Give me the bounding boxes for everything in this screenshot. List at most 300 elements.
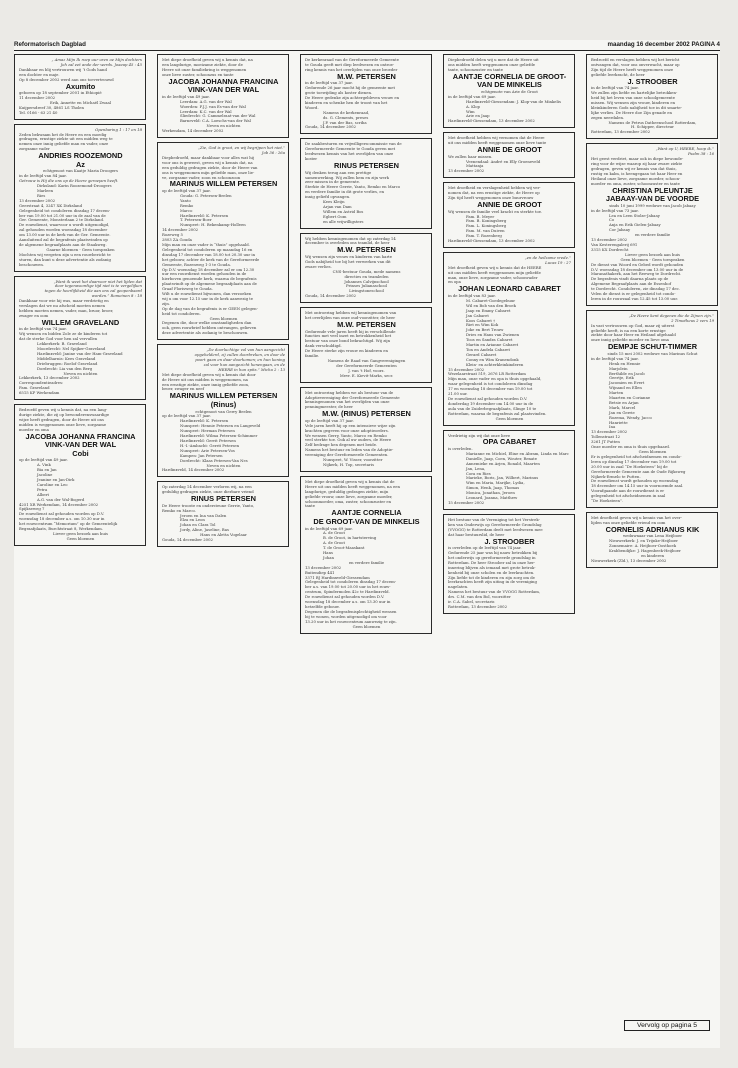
notice-line: Yanto bbox=[180, 198, 191, 203]
notice-line: woensdag 18 december a.s. om 10.30 uur in bbox=[19, 517, 105, 522]
notice-line: Gedurende vele jaren heeft hij in verschillende bbox=[305, 329, 396, 334]
notice-line: Jacomien en Evert bbox=[609, 381, 645, 386]
notice-line: Hardinxveld: Janine van der Ham-Graveland bbox=[37, 351, 123, 356]
notice-line: Wij wensen de familie veel kracht en sterkte toe. bbox=[448, 209, 543, 214]
notice-line: bij te wonen, worden uitgenodigd om voor bbox=[305, 614, 387, 619]
notice-line: Arjan van Dam bbox=[323, 204, 352, 209]
notice-line: D.V. woensdag 18 december om 13.00 uur in de bbox=[591, 267, 684, 272]
notice-line: „De Heere kent degenen die de Zijnen zijn.” bbox=[628, 313, 714, 318]
notice-line: A. Klop bbox=[466, 104, 480, 109]
notice-line: leren op dinsdag 17 december van 19.00 tot bbox=[591, 459, 677, 464]
notice-line: nagelaten. bbox=[448, 585, 469, 590]
notice-line: broer, zwager en neef bbox=[162, 387, 205, 392]
notice-line: wijze heeft gedragen, door de Heere uit ons bbox=[19, 417, 104, 422]
deceased-name: DEMPJE SCHUT-TIMMER bbox=[607, 342, 698, 352]
notice-line: leedwezen kennis van het overlijden van onze bbox=[305, 152, 394, 157]
notice-line: ber a.s. van 19.00 tot 20.00 uur in het rouw- bbox=[305, 585, 391, 590]
notice-line: Annemieke en Arjen, Ronald, Maarten bbox=[466, 461, 540, 466]
notice-line: Kees Kleijn bbox=[323, 200, 345, 205]
notice-line: 13 december 2002 bbox=[19, 198, 56, 203]
notice-line: 13 december 2002 bbox=[305, 565, 342, 570]
notice-line: op de leeftijd van 37 jaar. bbox=[162, 414, 211, 419]
notice-line: echtgenote van Arie de Groot bbox=[481, 89, 538, 94]
notice-line: Caroline en Leo bbox=[37, 482, 68, 487]
newspaper-name: Reformatorisch Dagblad bbox=[14, 41, 86, 48]
notice-line: Hanriette bbox=[609, 420, 628, 425]
notice-line: der Gereformeerde Gemeenten bbox=[336, 363, 397, 368]
notice-line: 3261 JT Putten bbox=[591, 440, 620, 445]
notice-line: Simon, Henk, Jaap, Thomas bbox=[466, 486, 520, 491]
notice-line: Met diepe droefheid geven wij u kennis dat door bbox=[162, 372, 256, 377]
notice-line: Hardinxveld-Giessendam: J. Klop-van de Minkelis bbox=[466, 99, 561, 104]
notice-line: Kampen: Jan Petersen bbox=[180, 453, 223, 458]
notice-line: het gebouw, achter de kerk van de Gereformeerde bbox=[162, 257, 260, 262]
notice-line: „Want ik weet het daarvoor niet het lijden dat bbox=[53, 279, 142, 284]
notice-line: Wij wensen en bidden Zole ze de kinderen tot bbox=[19, 332, 108, 337]
notice-line: Dankbaar en blij vertrouwen wij ‘t Gods hand bbox=[19, 67, 107, 72]
notice-line: CNS-bestuur Gouda, mede namens bbox=[332, 269, 401, 274]
notice-line: in de leeftijd van 69 jaar. bbox=[305, 526, 353, 531]
notice-line: onze lieve zuster, schoonzus en tante bbox=[162, 72, 234, 77]
notice-line: De Heere trooste en ondersteune Gerrie, Yanto, bbox=[162, 503, 255, 508]
notice-line: De rouwdienst wordt gehouden op woensdag bbox=[591, 479, 679, 484]
notice-line: Sterkte de Heere Gerrie, Yanto, Remko en Marco bbox=[305, 185, 401, 190]
notice-line: durige ziekte, die zij op bewonderenswaardige bbox=[19, 412, 110, 417]
notice-line: tegen de heerlijkheid die aan ons zal geopenbaard bbox=[44, 289, 142, 294]
notice-line: midden is weggenomen onze lieve, zorgzame bbox=[19, 422, 107, 427]
notice-line: op de leeftijd van 49 jaar. bbox=[19, 458, 68, 463]
notice-line: Danielle, Jaap, Coen, Wouter, Renate bbox=[466, 456, 538, 461]
notice-line: man, onze lieve, zorgzame vader, schoonvader bbox=[448, 275, 538, 280]
notice-line: Lekkerkerk, 13 december 2002 bbox=[19, 376, 80, 381]
notice-line: 13 december 2002 bbox=[591, 238, 628, 243]
notice-line: Met ontroering hebben wij kennisgenomen van bbox=[305, 311, 397, 316]
notice-line: Nunspeet, W. Visser, voorzitter bbox=[323, 458, 383, 463]
notice-line: Heere uit ons midden heeft weggenomen, na een bbox=[305, 484, 400, 489]
notice-line: Rozema, Wendy, Jacco bbox=[609, 415, 652, 420]
deceased-name: RINUS PETERSEN bbox=[191, 494, 256, 504]
notice-line: Liever geen bezoek aan huis bbox=[53, 531, 108, 536]
notice-line: Gelegenheid tot condoleren dinsdag 17 decem- bbox=[19, 208, 111, 213]
notice-line: zal voor hun aangezicht henengaan, en de bbox=[203, 362, 285, 367]
notice-line: Namens het bestuur van de VVOGG Rotterdam, bbox=[448, 590, 541, 595]
notice-line: geliefde vrouw, onze lieve, zorgzame moeder, bbox=[305, 494, 393, 499]
notice-line: ons is weggenomen mijn geliefde man, onze lie- bbox=[162, 170, 255, 175]
notice-line: Sliedrecht: G. Cammelraat-van der Wal bbox=[180, 114, 256, 119]
deceased-name: VINK-VAN DER WAL bbox=[187, 85, 260, 95]
notice-line: het rouwcentrum “Memorium” op de Gemeentelijk bbox=[19, 522, 118, 527]
notice-line: dank verschuldigd. bbox=[305, 344, 342, 349]
notice-line: Berthilde en Jacob bbox=[609, 371, 645, 376]
notice-line: Heere uit onze familiekring is weggenomen bbox=[162, 67, 247, 72]
notice-line: Met droefheid geven wij u kennis dat de HEERE bbox=[448, 265, 542, 270]
notice-line: hebben moeten nemen, vader, man, bruor, broer, bbox=[19, 308, 114, 313]
notice-line: functies met veel inzet en betrokkenheid het bbox=[305, 334, 392, 339]
notice-line: in de leeftijd van 73 jaar. bbox=[591, 208, 639, 213]
notice-line: 6515 KP Werkendam bbox=[19, 391, 60, 396]
notice-line: Velen de dienst is er gelegenheid tot condo- bbox=[591, 292, 676, 297]
notice-line: Hardinxveld, 14 december 2002 bbox=[162, 468, 225, 473]
continued-on-page-5-link[interactable]: Vervolg op pagina 5 bbox=[624, 1020, 710, 1031]
deceased-name: AANTJE CORNELIA DE GROOT- bbox=[452, 71, 567, 81]
notice-line: Marjolein bbox=[609, 366, 628, 371]
notice-line: hierboven genoemde kerk, waarna de begrafenis bbox=[162, 277, 257, 282]
notice-line: 15 december 2002 bbox=[448, 367, 485, 372]
notice-line: Neven en nichten bbox=[63, 371, 98, 376]
notice-line: De rouwdienst zal gehouden worden D.V. bbox=[448, 397, 528, 401]
notice-line: Petra bbox=[37, 487, 48, 492]
notice-line: 20.00 uur in zaal “De Hoeksteen” bij de bbox=[591, 464, 668, 469]
page-header bbox=[14, 40, 720, 51]
notice-line: te Gouda geeft met diep leedwezen en ontroe- bbox=[305, 62, 395, 67]
notice-line: in de leeftijd van 69 jaar. bbox=[448, 94, 496, 99]
notice-line: Met droefheid en verslagenheid hebben wij ver- bbox=[448, 186, 541, 191]
notice-line: Psalm 38 : 16 bbox=[687, 152, 714, 157]
notice-line: Johan en Clara Tol bbox=[180, 523, 216, 528]
deceased-name: RINUS PETERSEN bbox=[334, 161, 399, 170]
deceased-name: JACOBA JOHANNA FRANCINA bbox=[168, 76, 279, 86]
notice-line: donderdag 19 december om 14.00 uur in de bbox=[448, 401, 534, 406]
notice-line: ring kennis van het overlijden van onze broeder bbox=[305, 67, 398, 72]
notice-line: Zeden bekwaam het de Heere en een moedig bbox=[19, 132, 107, 137]
notice-line: Rotterdam. De heer Stroober zal in onze her- bbox=[448, 560, 536, 565]
notice-line: wij u om voor 12.15 uur in de kerk aanwezig te bbox=[162, 296, 254, 301]
notice-line: het overlijden van onze oud-voorzitter, de heer bbox=[305, 316, 396, 321]
column-5 bbox=[586, 54, 718, 1044]
notice-line: Dordrecht: Lia van den Berg bbox=[37, 366, 93, 371]
notice-line: Mijn man en onze vader is “thuis” opgehaald. bbox=[162, 242, 250, 247]
notice-line: Mijn man, onze vader en opa is thuis opgehaald, bbox=[448, 377, 542, 382]
notice-line: Buitendiep 441 bbox=[305, 570, 335, 575]
death-notice bbox=[443, 54, 575, 128]
notice-line: We wensen Gerry, Yanto, Marco en Remko bbox=[305, 433, 387, 438]
notice-line: echtgenoot van Gerry Beelen bbox=[195, 409, 252, 414]
notice-line: drs. C.M. van den Bol, voorzitter bbox=[448, 595, 511, 600]
notice-line: Gods nabijheid toe bij het verwerken van dit bbox=[305, 259, 391, 264]
notice-line: 3315 KX Dordrecht bbox=[591, 247, 629, 252]
notice-line: opgehelderd, zij zullen doorbreken, en door de bbox=[194, 353, 285, 358]
notice-line: zorgzame vader bbox=[19, 147, 50, 152]
notice-line: het onderwijs op gereformeerde grondslag in bbox=[448, 555, 536, 560]
notice-line: H.-I.-Ambacht: Gerrit Petersen bbox=[180, 443, 240, 448]
notice-line: Geen bloemen bbox=[352, 624, 381, 629]
notice-line: Nieuwerkerk: J. en Trijnke-Heijboer bbox=[609, 539, 678, 544]
notice-line: Met diepe droefheid geven wij u kennis dat de bbox=[305, 479, 395, 484]
notice-line: Hardinxveld: Gerrit Petersen bbox=[180, 438, 236, 443]
deceased-name: MARINUS WILLEM PETERSEN bbox=[169, 391, 278, 401]
notice-line: Vele jaren heeft hij op een intensieve wijze zijn bbox=[305, 423, 396, 428]
notice-line: Bedroefd geven wij u kennis dat, na een lang- bbox=[19, 408, 108, 413]
notice-line: Marieke, Boris, Jan, Wilbert, Marinus bbox=[466, 476, 539, 481]
deceased-name: Cobi bbox=[72, 448, 89, 458]
notice-line: Joke en Bert Trouw bbox=[466, 328, 504, 333]
notice-line: grote toewijding als koster dienen. bbox=[305, 91, 373, 96]
notice-line: Hardinxveld-Giessendam, 13 december 2002 bbox=[448, 119, 535, 124]
notice-line: Onze moeder en oma is thuis opgebaard. bbox=[591, 445, 671, 450]
notice-line: Bia en Jan bbox=[37, 468, 57, 473]
notice-line: Geerstraat 4, 3247 XK Dirksland bbox=[19, 203, 83, 208]
deceased-name: M.W. PETERSEN bbox=[337, 319, 396, 329]
notice-line: Jaap en Emmy Cabaret bbox=[466, 308, 511, 313]
notice-line: Marten bbox=[609, 391, 624, 396]
notice-line: Wim en Maria, Marijke, Lydia, bbox=[466, 481, 525, 486]
notice-line: Mark, Marcel bbox=[609, 405, 636, 410]
notice-line: de Heere uit ons midden is weggenomen, na bbox=[162, 377, 248, 382]
notice-line: Hardinxveld: K. Petersen bbox=[180, 213, 229, 218]
notice-line: Woerden: F.J.J. van Es-van der Wal bbox=[180, 104, 246, 109]
notice-line: Wij denken terug aan een prettige bbox=[305, 170, 372, 175]
notice-line: sinds 15 mei 2002 weduwe van Marinus Schut bbox=[607, 351, 698, 356]
notice-line: Gelegenheid tot condoleren dinsdag 17 decem- bbox=[305, 580, 397, 585]
notice-line: Rotterdam, 13 december 2002 bbox=[448, 605, 508, 609]
deceased-name: ANNIE DE GROOT bbox=[477, 200, 542, 209]
notice-line: weduwnaar van Lena Heijboer bbox=[622, 534, 683, 539]
notice-line: heid tot condoleren. bbox=[162, 311, 201, 316]
notice-line: ziekte door haar Heer en Heiland afgehaald bbox=[591, 333, 676, 338]
notice-line: en verdere familie bbox=[634, 233, 671, 238]
notice-line: In vast vertrouwen op God, maar zij uiterst bbox=[591, 323, 675, 328]
notice-line: kleinkinderen Gods nabijheid toe in dit smarte- bbox=[591, 105, 682, 110]
notice-line: deze advertentie als zodanig te beschouwen. bbox=[162, 331, 249, 336]
notice-line: worden.” Romeinen 8 : 18 bbox=[91, 294, 142, 299]
notice-line: bestuur van onze bond bekrachtigd. Wij zijn bbox=[305, 339, 391, 344]
notice-line: Adoptievereniging der Gereformeerde Gemeente bbox=[305, 395, 400, 400]
notice-line: 13 december 2002 bbox=[591, 430, 628, 435]
notice-line: een dochter en maje. bbox=[19, 72, 60, 77]
notice-line: centrum, Spindermolen 42c te Hardinxveld. bbox=[305, 590, 390, 595]
notice-line: „ Amaz Mijn Ik roep uur uren oe Mijn dochters bbox=[51, 58, 142, 62]
notice-line: Er is gelegenheid tot afscheidnemen en condo- bbox=[591, 454, 682, 459]
notice-line: Johan bbox=[323, 555, 334, 560]
notice-line: 15 december 2002 bbox=[448, 501, 485, 505]
notice-line: Gouda, 14 december 2002 bbox=[305, 294, 356, 299]
notice-line: Nunspeet: H. Bekenkamp-Holleen bbox=[180, 223, 246, 228]
notice-line: dat de sterke God voor hen zal vervullen bbox=[19, 337, 98, 342]
notice-line: De kerkenraad van de Gereformeerde Gemeente bbox=[305, 58, 400, 62]
notice-line: lijke verlies. De Heere doe Zijn genade en bbox=[591, 110, 672, 115]
notice-line: heid bij het leven van onze schoolgemeente bbox=[591, 96, 676, 101]
notice-line: Fam. T. Rozenberg bbox=[466, 234, 502, 239]
notice-line: Gereformeerde Gemeente te Gouda geven met bbox=[305, 147, 396, 152]
death-notice bbox=[443, 182, 575, 248]
notice-line: moeder en oma bbox=[19, 427, 49, 432]
death-notice bbox=[157, 344, 289, 477]
notice-line: Diepbedroefd delen wij u mee dat de Heere uit bbox=[448, 58, 539, 62]
notice-line: langdurige, geduldig gedragen ziekte, mijn bbox=[305, 489, 389, 494]
notice-line: Gedurende 26 jaar mocht hij de gemeente met bbox=[305, 86, 396, 91]
notice-line: HEERE in hun spits.” Micha 2 : 13 bbox=[218, 367, 285, 372]
notice-line: Elza en Leon bbox=[180, 518, 205, 523]
notice-line: Tel. 0166 - 63 21 40 bbox=[19, 110, 58, 115]
notice-line: Op 8 december 2002 werd aan ons toevertrouwd bbox=[19, 77, 114, 82]
notice-line: Albert bbox=[37, 492, 49, 497]
deceased-name: Axumito bbox=[65, 81, 96, 91]
notice-line: de algemene begraafplaats aan de Staakweg. bbox=[19, 242, 107, 247]
notice-line: Cora en Ries bbox=[466, 471, 491, 476]
notice-line: “De Hoeksteen”. bbox=[591, 499, 624, 504]
deceased-name: M.W. PETERSEN bbox=[337, 245, 396, 255]
notice-line: Neven en nichten bbox=[206, 124, 241, 129]
notice-line: Erik, Annette en Michaël Zwaal bbox=[49, 100, 112, 105]
notice-line: moeder en oma, zuster, schoonzuster en tante bbox=[591, 181, 680, 186]
notice-line: ir. C.A. Sabel, secretaris bbox=[448, 600, 495, 605]
newspaper-page bbox=[14, 40, 720, 1048]
notice-line: Martin en Arianne Cabaret bbox=[466, 343, 519, 348]
notice-line: Nijkerk-Ermelo te Putten. bbox=[591, 474, 641, 479]
notice-line: en alle vrijwilligsters bbox=[323, 219, 364, 224]
notice-line: 3371 BJ Hardinxveld-Giessendam bbox=[305, 575, 370, 580]
notice-line: Maranathakerk, aan het Reeweg te Dordrecht. bbox=[591, 272, 682, 277]
notice-line: Hardinxveld: Wilma Petersen-Schimmer bbox=[180, 434, 258, 439]
notice-line: schoonmoeder, oma, zuster, schoonzuster en bbox=[305, 499, 392, 504]
notice-line: Zonnemaire: A. Heijboer-Oosthoek bbox=[609, 544, 677, 549]
notice-line: Klein- en achterkleinkinderen bbox=[466, 362, 524, 367]
notice-line: rustig en kalm, is heengegaan tot haar Heer en bbox=[591, 171, 683, 176]
notice-line: Wezelaarstraat 519, 2676 LR Rotterdam bbox=[448, 372, 526, 377]
notice-line: Met diepe droefheid geven wij u kennis dat, na bbox=[162, 58, 253, 62]
notice-line: Barneveld: C.A. Loeschs-van der Wal bbox=[180, 119, 251, 124]
notice-line: T. Petersen-Boer bbox=[180, 218, 212, 223]
notice-line: Zijn tijd de Heere heeft weggenomen onze bbox=[591, 67, 674, 72]
deceased-name: MARINUS WILLEM PETERSEN bbox=[169, 179, 278, 189]
notice-line: waar gelegenheid is tot condoleren dinsdag bbox=[448, 382, 533, 387]
notice-line: Krabbendijke: J. Hagenbeek-Heijboer bbox=[609, 549, 681, 554]
notice-line: Geen bloemen bbox=[66, 536, 95, 541]
notice-line: Op de dag van de begrafenis is er GEEN gelegen- bbox=[162, 306, 258, 311]
deceased-name: CORNELIS ADRIANUS KIK bbox=[605, 524, 700, 534]
notice-line: Betsie en Arjan bbox=[609, 400, 639, 405]
notice-line: nomen dat, na een ernstige ziekte, de Heere op bbox=[448, 191, 540, 196]
notice-line: Leerdam: A.G. van der Wal bbox=[180, 99, 232, 104]
notice-line: Spijkseweg 7 bbox=[19, 507, 45, 512]
notice-line: Diepbedroefd, maar dankbaar voor alles wat hij bbox=[162, 155, 255, 160]
notice-line: Fam. L. Koningsberg bbox=[466, 224, 507, 229]
deceased-name: J. STROOBER bbox=[484, 536, 535, 546]
notice-line: M. Cabaret-Goedegebuur bbox=[466, 298, 516, 303]
notice-line: kenheid bij onze scholen en de leerkrachten. bbox=[448, 570, 535, 575]
notice-line: en verdere familie in dit grote verlies, en bbox=[305, 190, 385, 195]
notice-line: Fam. B. Meyer bbox=[466, 214, 495, 219]
notice-line: Gemeente, Rozenweg 1-3 te Gouda. bbox=[162, 262, 231, 267]
notice-line: 11 december 2002 bbox=[19, 96, 56, 101]
notice-line: Gouda, 14 december 2002 bbox=[305, 125, 356, 130]
notice-line: Willem en Astrid Bos bbox=[323, 209, 364, 214]
notice-line: Rotterdam, waarna de begrafenis zal plaatsvinden. bbox=[448, 411, 547, 416]
notice-line: 17 en woensdag 18 december van 19.00 tot bbox=[448, 387, 533, 392]
notice-line: tante, schoonzuster en tante bbox=[448, 67, 504, 72]
notice-line: is overleden op de leeftijd van 74 jaar. bbox=[448, 546, 522, 551]
notice-line: Het bestuur van de Vereniging tot het Verstrek- bbox=[448, 517, 540, 522]
notice-line: Ries bbox=[37, 193, 46, 198]
notice-line: Wil en Bob van den Broek bbox=[466, 303, 516, 308]
death-notice bbox=[586, 512, 718, 568]
notice-line: Rozeweg 5 bbox=[162, 233, 183, 238]
notice-line: vereniging der Gereformeerde Gemeenten. bbox=[305, 453, 389, 458]
notice-line: Lucas 19 : 27 bbox=[545, 260, 571, 265]
notice-line: Prinses Julianaschool bbox=[345, 284, 388, 289]
notice-line: „Want op U, HEERE, hoop ik.” bbox=[655, 147, 714, 152]
notice-line: Hardinxveld-Giessendam, 13 december 2002 bbox=[448, 239, 535, 244]
notice-line: Remko en Marco. bbox=[162, 508, 196, 513]
notice-line: een geduldig gedragen ziekte, door de Heere van bbox=[162, 165, 258, 170]
deceased-name: M.W. (RINUS) PETERSEN bbox=[322, 409, 411, 419]
notice-line: 2 Timotheus 2 vers 19 bbox=[671, 318, 714, 323]
notice-line: Dankbaar voor wie hij was, maar verdrietig en bbox=[19, 299, 109, 304]
notice-line: 13.20 uur in het rouwcentrum aanwezig te zijn. bbox=[305, 619, 397, 624]
notice-line: Wim bbox=[466, 109, 475, 114]
death-notice bbox=[157, 142, 289, 340]
notice-line: Moordrecht: Nel Spijker-Graveland bbox=[37, 346, 106, 351]
notice-line: Geen bloemen bbox=[495, 416, 524, 421]
notice-line: Verdrietig zijn wij dat onze lieve bbox=[448, 433, 511, 438]
notice-line: Cor Jabaay bbox=[609, 228, 631, 233]
deceased-name: Az bbox=[75, 159, 86, 169]
notice-line: innig geliefd opvangen. bbox=[305, 195, 351, 200]
notice-line: op de leeftijd van 37 jaar. bbox=[305, 418, 354, 423]
notice-line: (VVOGG) te Rotterdam deelt met leedwezen mee bbox=[448, 527, 543, 532]
notice-line: en verdere familie bbox=[348, 560, 385, 565]
notice-line: nemen onze innig geliefde man en vader, onze bbox=[19, 142, 109, 147]
death-notice bbox=[443, 252, 575, 426]
notice-line: A. de Groot bbox=[323, 541, 345, 546]
notice-line: in de leeftijd van 84 jaar. bbox=[19, 174, 67, 179]
notice-line: ken van Onderwijs op Gereformeerde Grondslag bbox=[448, 522, 542, 527]
deceased-name: AANTJE CORNELIA bbox=[331, 508, 402, 518]
notice-line: Fam. Graveland bbox=[19, 386, 50, 391]
notice-line: J.P. van der Bas, scriba bbox=[323, 120, 367, 125]
notice-line: 2803 ZA Gouda bbox=[162, 238, 192, 243]
notice-line: ds. G. Clements, preses bbox=[323, 115, 369, 120]
notice-line: Jordy, Aline, Jaseline, Bas bbox=[180, 528, 229, 533]
notice-line: Jan Cabaret bbox=[466, 313, 489, 318]
notice-line: Openbaring 1 : 17 en 18 bbox=[95, 127, 142, 132]
death-notice bbox=[14, 276, 146, 401]
notice-line: Namens de kerkenraad, bbox=[323, 110, 370, 115]
notice-line: Koos Cabaret † bbox=[466, 318, 496, 323]
notice-line: Het geest verdriet, maar ook in diepe bewonde- bbox=[591, 157, 684, 162]
notice-line: ook, geen rouwbrief hebben ontvangen, gelieven bbox=[162, 326, 257, 331]
notice-line: Ton en Andela Cabaret bbox=[466, 347, 511, 352]
notice-line: Nunspeet: Herman Petersen bbox=[180, 429, 235, 434]
notice-line: Egbert Oom bbox=[323, 214, 347, 219]
notice-line: penningmeester, de heer bbox=[305, 405, 353, 410]
notice-line: december is overleden ons teamlid, de heer bbox=[305, 241, 390, 246]
notice-line: Namens de Petrus Datheenschool Rotterdam, bbox=[608, 120, 697, 125]
death-notice bbox=[14, 404, 146, 546]
notice-line: lijden van onze geliefde vriend en oom bbox=[591, 520, 666, 525]
notice-line: Aansluitend zal de begrafenis plaatsvinden op bbox=[19, 238, 108, 243]
notice-line: voor ons is geweest, geven wij u kennis dat, na bbox=[162, 160, 253, 165]
notice-line: De rouwdienst zal gehouden worden D.V. bbox=[305, 595, 385, 600]
death-notice bbox=[443, 132, 575, 178]
notice-line: Hans en Aletta Vogelaar bbox=[200, 533, 247, 538]
notice-line: Co bbox=[609, 218, 615, 223]
death-notice bbox=[300, 54, 432, 134]
notice-line: Liever geen bezoek aan huis bbox=[625, 252, 680, 257]
death-notice bbox=[300, 138, 432, 228]
notice-line: Jacoline bbox=[37, 473, 53, 478]
deceased-name: WILLEM GRAVELAND bbox=[41, 317, 120, 327]
notice-line: Jeroen en Ina van Dalen bbox=[180, 513, 227, 518]
notice-line: Mattanja bbox=[466, 164, 484, 169]
notice-line: Monica, Jonathan, Jeroen bbox=[466, 491, 515, 496]
notice-line: koster bbox=[305, 157, 318, 162]
notice-line: poort gaan en daar doorkomen; en hun koning bbox=[195, 358, 285, 362]
notice-line: De rouwdienst zal gehouden worden op D.V. bbox=[19, 512, 105, 517]
notice-line: Fam. M. van Duiven bbox=[466, 229, 505, 234]
notice-line: te Dordrecht. Condoleren, zie dinsdag 17 dec. bbox=[591, 287, 680, 292]
notice-line: Wij hebben kennisgenomen dat op zaterdag 14 bbox=[305, 236, 396, 241]
